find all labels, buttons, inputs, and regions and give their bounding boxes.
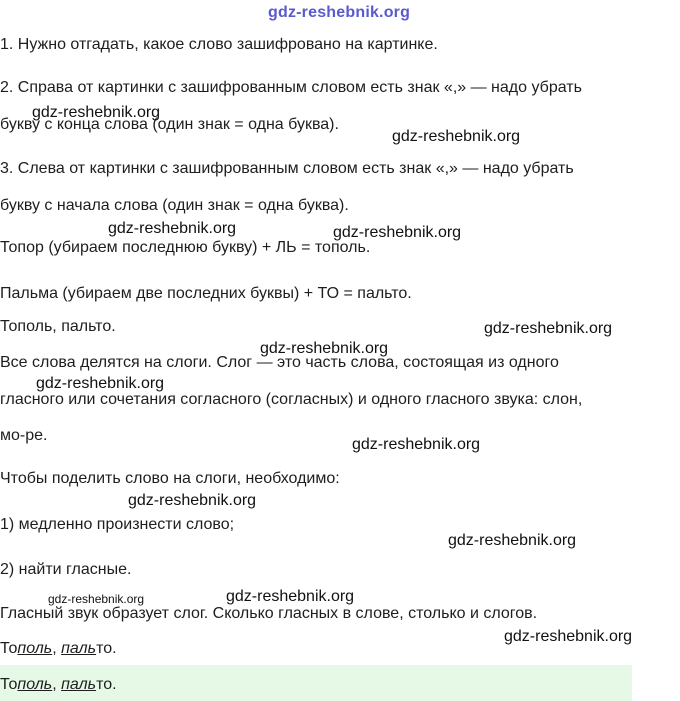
- answer2-part-a: То: [0, 676, 18, 693]
- answer-words: Тополь, пальто.: [0, 318, 116, 335]
- answer2-underlined-2: паль: [61, 676, 97, 693]
- watermark: gdz-reshebnik.org: [36, 375, 165, 392]
- step-3-text: 3. Слева от картинки с зашифрованным словом есть знак «,» — надо убрать: [0, 160, 574, 177]
- watermark: gdz-reshebnik.org: [352, 436, 481, 453]
- watermark: gdz-reshebnik.org: [128, 492, 257, 509]
- step-2-text: 2. Справа от картинки с зашифрованным словом есть знак «,» — надо убрать: [0, 79, 582, 96]
- topol-explanation: Топор (убираем последнюю букву) + ЛЬ = тополь.: [0, 239, 371, 256]
- watermark-small: gdz-reshebnik.org: [48, 592, 145, 606]
- syllable-rule-example: мо-ре.: [0, 427, 48, 444]
- division-intro-text: Чтобы поделить слово на слоги, необходимо:: [0, 470, 340, 487]
- watermark: gdz-reshebnik.org: [392, 128, 521, 145]
- answer2-part-e: то.: [96, 676, 117, 693]
- watermark: gdz-reshebnik.org: [32, 104, 161, 121]
- answer1-underlined-2: паль: [61, 640, 97, 657]
- watermark: gdz-reshebnik.org: [333, 224, 462, 241]
- watermark: gdz-reshebnik.org: [448, 532, 577, 549]
- step-3-text-cont: букву с начала слова (один знак = одна буква).: [0, 197, 349, 214]
- syllable-rule-text: Все слова делятся на слоги. Слог — это часть слова, состоящая из одного: [0, 354, 559, 371]
- answer1-part-a: То: [0, 640, 18, 657]
- palto-explanation: Пальма (убираем две последних буквы) + ТО = пальто.: [0, 285, 412, 302]
- watermark: gdz-reshebnik.org: [260, 340, 389, 357]
- step-1-text: 1. Нужно отгадать, какое слово зашифровано на картинке.: [0, 36, 438, 53]
- division-step-1: 1) медленно произнести слово;: [0, 516, 235, 533]
- watermark: gdz-reshebnik.org: [504, 628, 633, 645]
- watermark: gdz-reshebnik.org: [484, 320, 613, 337]
- division-step-2: 2) найти гласные.: [0, 561, 132, 578]
- answer1-part-e: то.: [96, 640, 117, 657]
- answer-line-2: [0, 675, 117, 695]
- answer1-underlined-1: поль: [17, 640, 53, 657]
- watermark-top: gdz-reshebnik.org: [268, 4, 411, 21]
- watermark: gdz-reshebnik.org: [108, 220, 237, 237]
- syllable-rule-text-cont: гласного или сочетания согласного (согласных) и одного гласного звука: слон,: [0, 391, 583, 408]
- step-2-text-cont: букву с конца слова (один знак = одна буква).: [0, 116, 339, 133]
- answer-line-1: [0, 639, 117, 659]
- answer2-separator: ,: [52, 676, 62, 693]
- watermark: gdz-reshebnik.org: [226, 588, 355, 605]
- answer1-separator: ,: [52, 640, 62, 657]
- answer2-underlined-1: поль: [17, 676, 53, 693]
- vowel-rule-text: Гласный звук образует слог. Сколько гласных в слове, столько и слогов.: [0, 605, 538, 622]
